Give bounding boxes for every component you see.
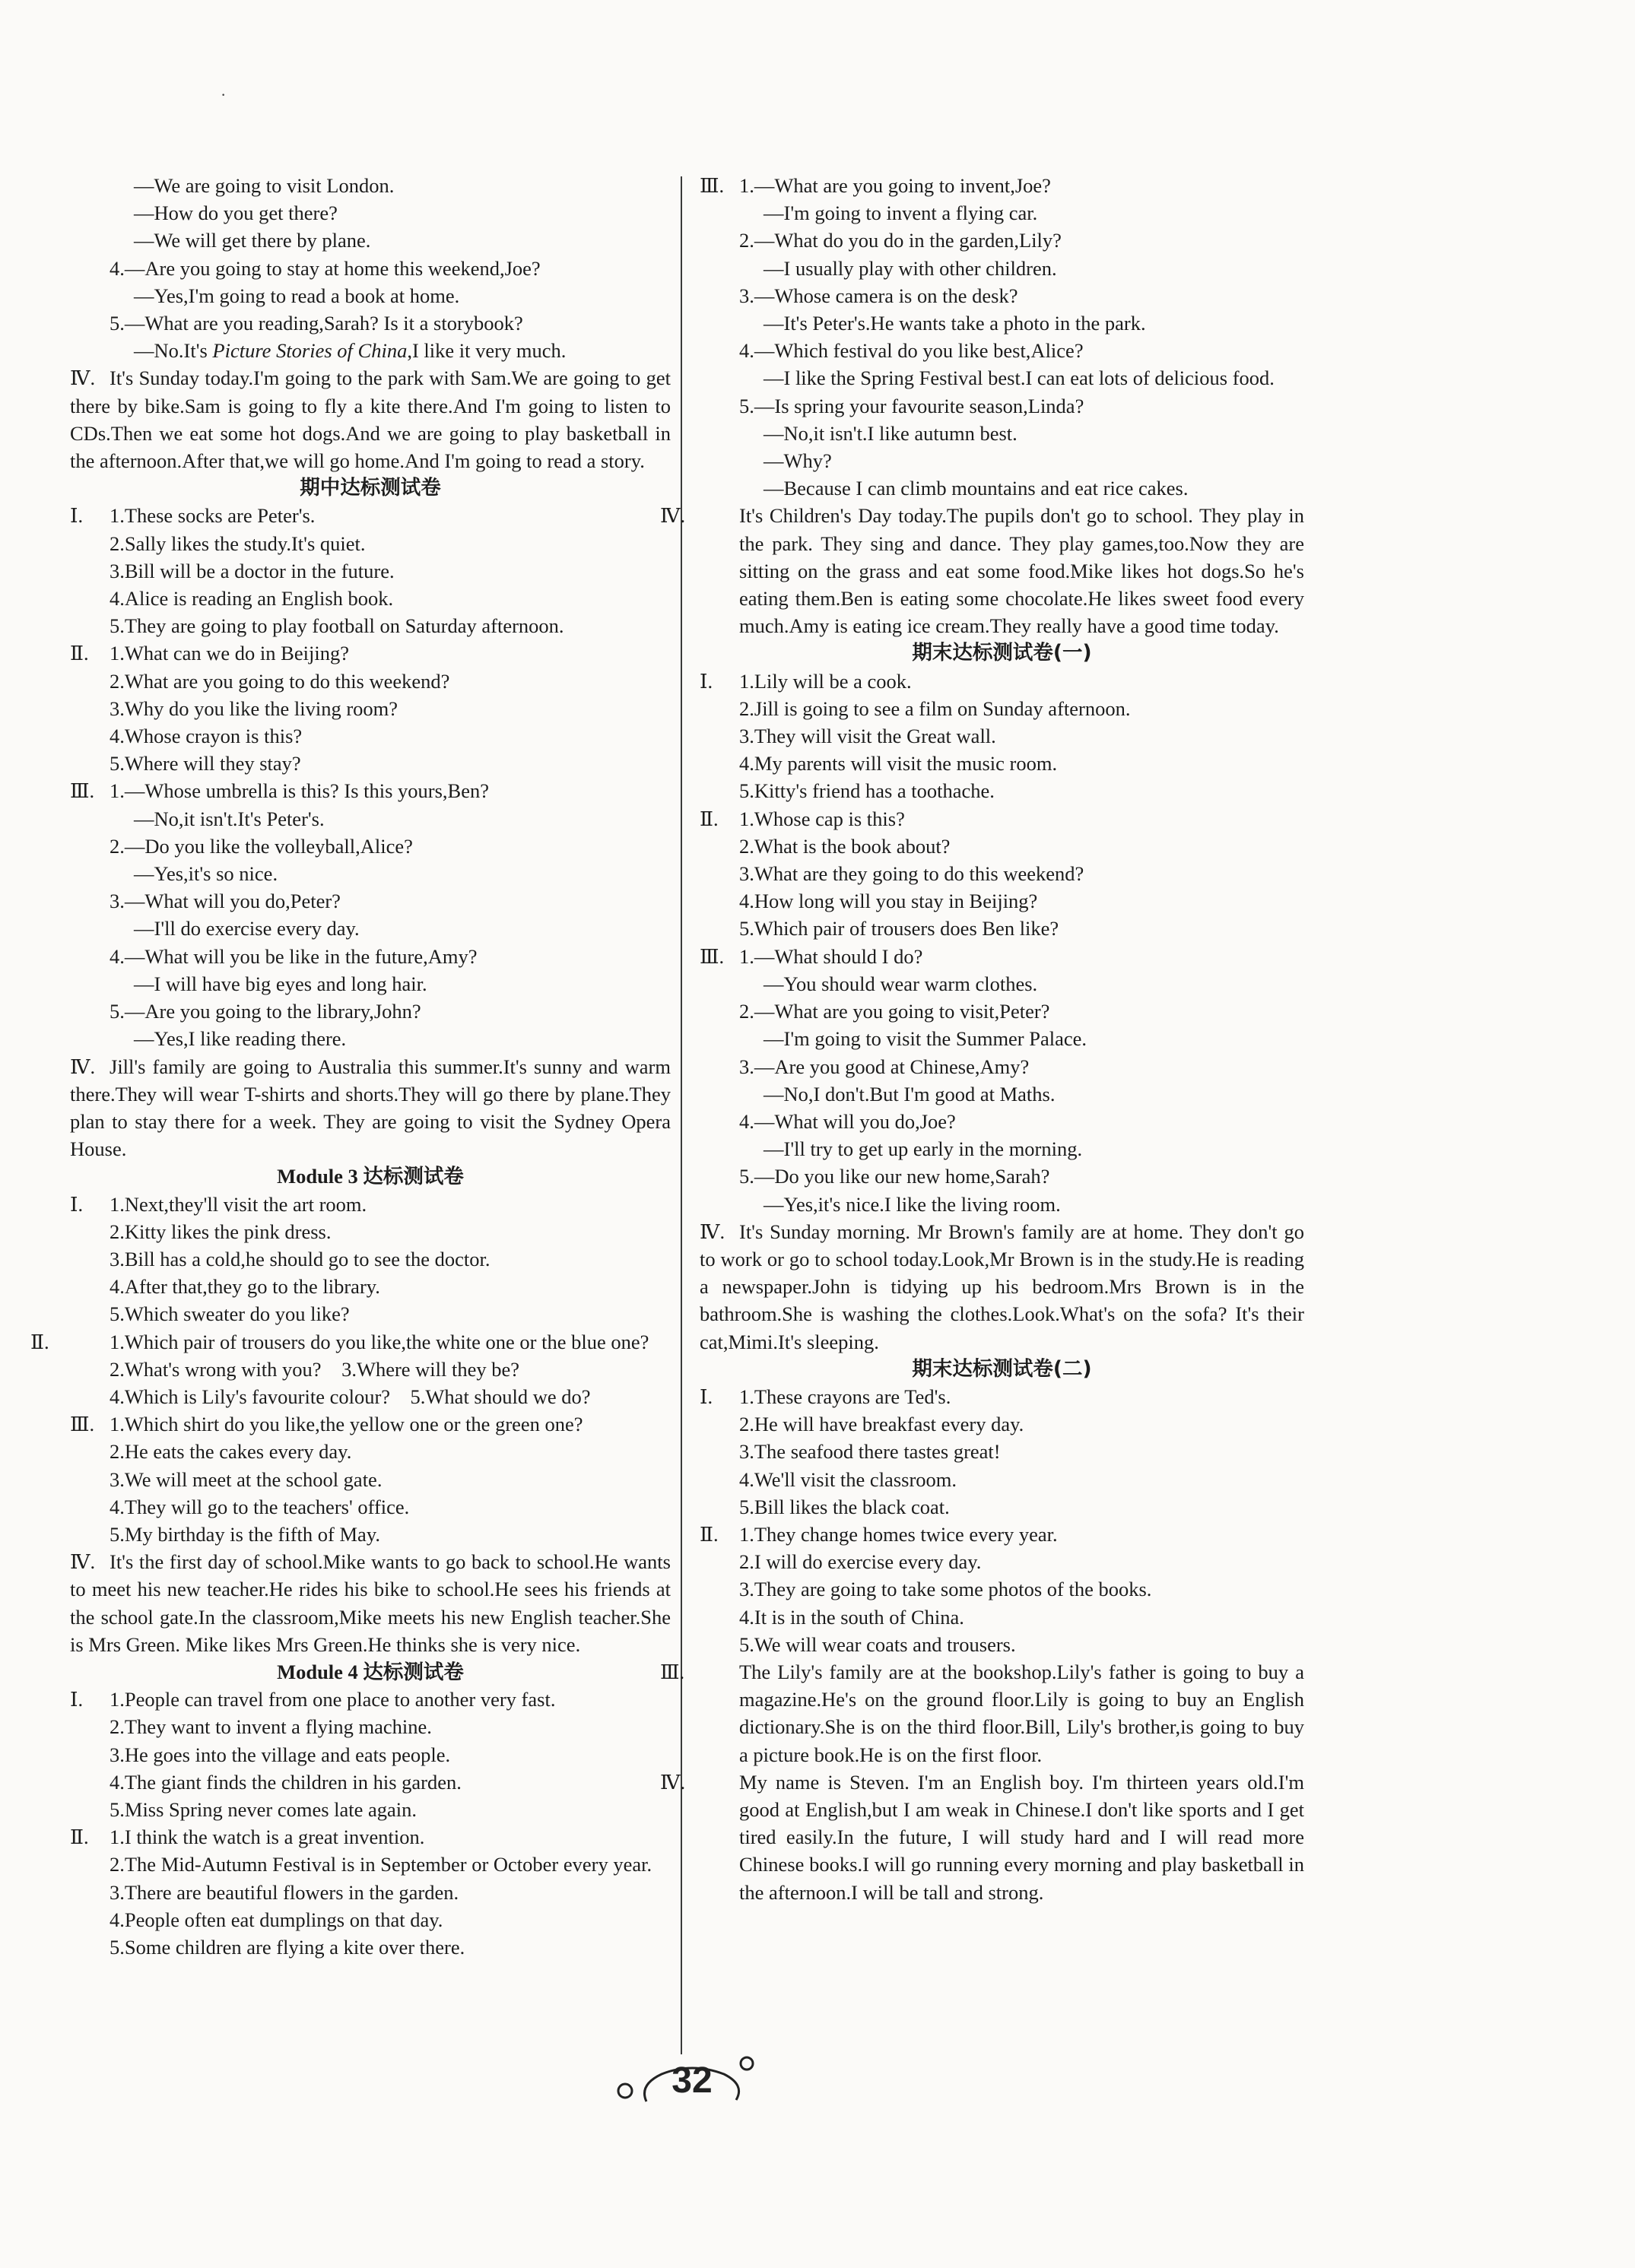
answer-line: 5.—What are you reading,Sarah? Is it a storybook?: [110, 312, 523, 335]
midterm-passage: Ⅳ. Jill's family are going to Australia this summer.It's sunny and warm there.They will wear T-shirts and shorts.They will go there by plane.They plan to stay there for a week. They are going to visit the Sydney Opera House.: [70, 1055, 671, 1161]
deco-circle-right: [741, 2057, 753, 2070]
section-heading-module-3: Module 3 达标测试卷: [277, 1165, 464, 1188]
deco-circle-left: [618, 2084, 632, 2098]
answer-line: —We are going to visit London.: [134, 174, 395, 197]
answer-line: —How do you get there?: [134, 201, 338, 225]
section-iv-passage: Ⅳ. It's Sunday today.I'm going to the park with Sam.We are going to get there by bike.Sam is going to fly a kite there.And I'm going to listen to CDs.Then we eat some hot dogs.And we are going to play basketball in the afternoon.After that,we will go home.And I'm going to read a story.: [70, 364, 671, 474]
answer-line: —Yes,I'm going to read a book at home.: [134, 284, 460, 307]
module-3-passage: Ⅳ. It's the first day of school.Mike wants to go back to school.He wants to meet his new teacher.He rides his bike to school.He sees his friends at the school gate.In the classroom,Mike meets his new English teacher.She is Mrs Green. Mike likes Mrs Green.He thinks she is very nice.: [70, 1550, 671, 1656]
answer-line: —No.It's Picture Stories of China,I like it very much.: [134, 339, 567, 363]
stray-dot: ·: [221, 85, 227, 104]
book-title: Picture Stories of China: [212, 339, 408, 363]
section-heading-final-2: 期末达标测试卷(二): [912, 1356, 1092, 1381]
section-heading-module-4: Module 4 达标测试卷: [277, 1660, 464, 1683]
right-column: Ⅲ. 1.—What are you going to invent,Joe? —I'm going to invent a flying car. 2.—What do you do in the garden,Lily? —I usually play with other children. 3.—Whose camera is on the desk? —It's Peter's.He wants take a photo in the park. 4.—Which festival do you like best,Alice? —I like the Spring Festival best.I can eat lots of delicious food. 5.—Is spring your favourite season,Linda? —No,it isn't.I like autumn best. —Why? —Because I can climb mountains and eat rice cakes. Ⅳ. It's Children's Day today.The pupils don't go to school. They play in the park. They sing and dance. They play games,too.Now they are sitting on the grass and eat some food.Mike likes hot dogs.So he's eating them.Ben is eating some chocolate.He likes sweet food every much.Amy is eating ice cream.They really have a good time today. 期末达标测试卷(一) Ⅰ. 1.Lily will be a cook. 2.Jill is going to see a film on Sunday afternoon. 3.They will visit the Great wall. 4.My parents will visit the music room. 5.Kitty's friend has a toothache. Ⅱ. 1.Whose cap is this? 2.What is the book about? 3.What are they going to do this weekend? 4.How long will you stay in Beijing? 5.Which pair of trousers does Ben like? Ⅲ. 1.—What should I do? —You should wear warm clothes. 2.—What are you going to visit,Peter? —I'm going to visit the Summer Palace. 3.—Are you good at Chinese,Amy? —No,I don't.But I'm good at Maths. 4.—What will you do,Joe? —I'll try to get up early in the morning. 5.—Do you like our new home,Sarah? —Yes,it's nice.I like the living room. Ⅳ. It's Sunday morning. Mr Brown's family are at home. They don't go to work or go to school today.Look,Mr Brown is in the study.He is reading a newspaper.John is tidying up his bedroom.Mrs Brown is in the bathroom.She is washing the clothes.Look.What's on the sofa? It's their cat,Mimi.It's sleeping. 期末达标测试卷(二) Ⅰ. 1.These crayons are Ted's. 2.He will have breakfast every day. 3.The seafood there tastes great! 4.We'll visit the classroom. 5.Bill likes the black coat. Ⅱ. 1.They change homes twice every year. 2.I will do exercise every day. 3.They are going to take some photos of the books. 4.It is in the south of China. 5.We will wear coats and trousers. Ⅲ. The Lily's family are at the bookshop.Lily's father is going to buy a magazine.He's on the ground floor.Lily is going to buy an English dictionary.She is on the third floor.Bill, Lily's brother,is going to buy a picture book.He is on the first floor. Ⅳ. My name is Steven. I'm an English boy. I'm thirteen years old.I'm good at English,but I am weak in Chinese.I don't like sports and I get tired easily.In the future, I will study hard and I will read more Chinese books.I will go running every morning and play basketball in the afternoon.I will be tall and strong.: [700, 172, 1304, 1906]
section-heading-midterm: 期中达标测试卷: [300, 476, 441, 500]
left-column: —We are going to visit London. —How do you get there? —We will get there by plane. 4.—Are you going to stay at home this weekend,Joe? —Yes,I'm going to read a book at home. 5.—What are you reading,Sarah? Is it a storybook? —No.It's Picture Stories of China,I like it very much. Ⅳ. It's Sunday today.I'm going to the park with Sam.We are going to get there by bike.Sam is going to fly a kite there.And I'm going to listen to CDs.Then we eat some hot dogs.And we are going to play basketball in the afternoon.After that,we will go home.And I'm going to read a story. 期中达标测试卷 Ⅰ. 1.These socks are Peter's. 2.Sally likes the study.It's quiet. 3.Bill will be a doctor in the future. 4.Alice is reading an English book. 5.They are going to play football on Saturday afternoon. Ⅱ. 1.What can we do in Beijing? 2.What are you going to do this weekend? 3.Why do you like the living room? 4.Whose crayon is this? 5.Where will they stay? Ⅲ. 1.—Whose umbrella is this? Is this yours,Ben? —No,it isn't.It's Peter's. 2.—Do you like the volleyball,Alice? —Yes,it's so nice. 3.—What will you do,Peter? —I'll do exercise every day. 4.—What will you be like in the future,Amy? —I will have big eyes and long hair. 5.—Are you going to the library,John? —Yes,I like reading there. Ⅳ. Jill's family are going to Australia this summer.It's sunny and warm there.They will wear T-shirts and shorts.They will go there by plane.They plan to stay there for a week. They are going to visit the Sydney Opera House. Module 3 达标测试卷 Ⅰ. 1.Next,they'll visit the art room. 2.Kitty likes the pink dress. 3.Bill has a cold,he should go to see the doctor. 4.After that,they go to the library. 5.Which sweater do you like? Ⅱ. 1.Which pair of trousers do you like,the white one or the blue one? 2.What's wrong with you? 3.Where will they be? 4.Which is Lily's favourite colour? 5.What should we do? Ⅲ. 1.Which shirt do you like,the yellow one or the green one? 2.He eats the cakes every day. 3.We will meet at the school gate. 4.They will go to the teachers' office. 5.My birthday is the fifth of May. Ⅳ. It's the first day of school.Mike wants to go back to school.He wants to meet his new teacher.He rides his bike to school.He sees his friends at the school gate.In the classroom,Mike meets his new English teacher.She is Mrs Green. Mike likes Mrs Green.He thinks she is very nice. Module 4 达标测试卷 Ⅰ. 1.People can travel from one place to another very fast. 2.They want to invent a flying machine. 3.He goes into the village and eats people. 4.The giant finds the children in his garden. 5.Miss Spring never comes late again. Ⅱ. 1.I think the watch is a great invention. 2.The Mid-Autumn Festival is in September or October every year. 3.There are beautiful flowers in the garden. 4.People often eat dumplings on that day. 5.Some children are flying a kite over there.: [70, 172, 671, 1961]
final-1-passage: Ⅳ. It's Sunday morning. Mr Brown's family are at home. They don't go to work or go to school today.Look,Mr Brown is in the study.He is reading a newspaper.John is tidying up his bedroom.Mrs Brown is in the bathroom.She is washing the clothes.Look.What's on the sofa? It's their cat,Mimi.It's sleeping.: [700, 1220, 1304, 1353]
section-mark: Ⅳ.: [70, 366, 96, 390]
answer-line: —We will get there by plane.: [134, 229, 371, 252]
module-4-passage: Ⅳ. It's Children's Day today.The pupils don't go to school. They play in the park. They sing and dance. They play games,too.Now they are sitting on the grass and eat some food.Mike likes hot dogs.So he's eating them.Ben is eating some chocolate.He likes sweet food every much.Amy is eating ice cream.They really have a good time today.: [660, 504, 1304, 638]
final-2-passage-iv: Ⅳ. My name is Steven. I'm an English boy. I'm thirteen years old.I'm good at English,but I am weak in Chinese.I don't like sports and I get tired easily.In the future, I will study hard and I will read more Chinese books.I will go running every morning and play basketball in the afternoon.I will be tall and strong.: [660, 1770, 1304, 1904]
page-number: 32: [671, 2060, 713, 2101]
final-2-passage-iii: Ⅲ. The Lily's family are at the bookshop.Lily's father is going to buy a magazine.He's on the ground floor.Lily is going to buy an English dictionary.She is on the third floor.Bill, Lily's brother,is going to buy a picture book.He is on the first floor.: [660, 1660, 1304, 1766]
section-heading-final-1: 期末达标测试卷(一): [912, 641, 1092, 665]
answer-line: 4.—Are you going to stay at home this weekend,Joe?: [110, 256, 541, 280]
